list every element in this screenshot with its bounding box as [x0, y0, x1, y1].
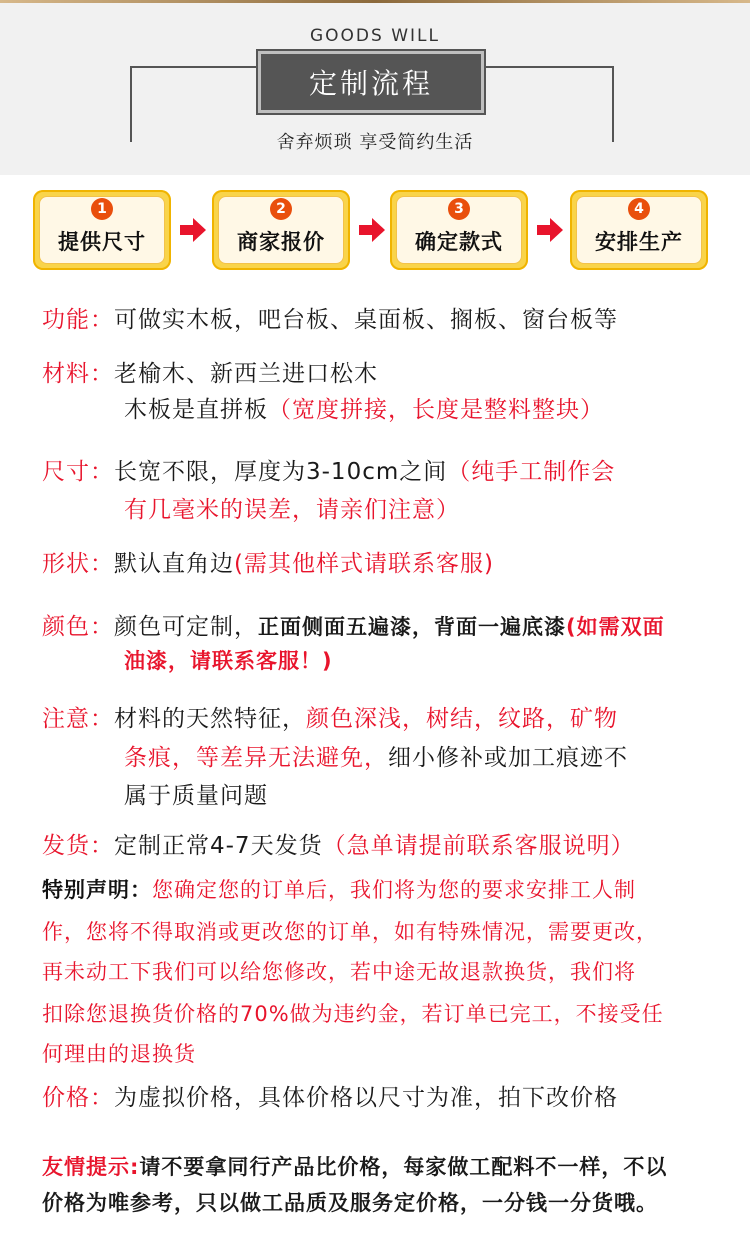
size-row: [42, 452, 615, 492]
material-board-text: 木板是直拼板: [124, 397, 268, 423]
tip-text-1: 请不要拿同行产品比价格，每家做工配料不一样，不以: [139, 1155, 668, 1179]
size-label: 尺寸：: [42, 459, 114, 485]
shipping-text: 定制正常4-7天发货: [114, 833, 323, 859]
step-number: 2: [270, 198, 292, 220]
note-label: 注意：: [42, 706, 114, 732]
function-label: 功能：: [42, 307, 114, 333]
tip-row-2: 价格为唯参考，只以做工品质及服务定价格，一分钱一分货哦。: [42, 1191, 658, 1215]
note-row: [42, 699, 618, 739]
step-number: 4: [628, 198, 650, 220]
function-row: [42, 300, 618, 340]
statement-text-1: 您确定您的订单后，我们将为您的要求安排工人制: [152, 878, 636, 902]
tip-row: [42, 1147, 667, 1187]
color-label: 颜色：: [42, 614, 114, 640]
page-title: 定制流程: [258, 51, 484, 113]
shipping-row: [42, 826, 635, 866]
material-text: 老榆木、新西兰进口松木: [114, 361, 378, 387]
note-row-2: [124, 738, 628, 778]
tip-label: 友情提示:: [42, 1155, 140, 1179]
step-label: 提供尺寸: [58, 230, 146, 254]
statement-row-5: 何理由的退换货: [42, 1042, 196, 1066]
material-row-2: [124, 390, 604, 430]
shape-note: (需其他样式请联系客服): [234, 551, 494, 577]
note-highlight: 颜色深浅，树结，纹路，矿物: [306, 706, 618, 732]
shape-row: [42, 544, 494, 584]
step-number: 1: [91, 198, 113, 220]
function-text: 可做实木板，吧台板、桌面板、搁板、窗台板等: [114, 307, 618, 333]
step-label: 安排生产: [595, 230, 683, 254]
step-label: 确定款式: [415, 230, 503, 254]
color-row-2: 油漆，请联系客服！): [124, 649, 333, 673]
shipping-label: 发货：: [42, 833, 114, 859]
brand-text: GOODS WILL: [310, 26, 440, 46]
step-label: 商家报价: [237, 230, 325, 254]
shape-text: 默认直角边: [114, 551, 234, 577]
shipping-note: （急单请提前联系客服说明）: [322, 833, 635, 859]
note-text-2: 细小修补或加工痕迹不: [388, 745, 628, 771]
statement-row-3: 再未动工下我们可以给您修改，若中途无故退款换货，我们将: [42, 960, 636, 984]
step-4: [570, 190, 708, 270]
note-text: 材料的天然特征，: [114, 706, 306, 732]
material-label: 材料：: [42, 361, 114, 387]
step-2: [212, 190, 350, 270]
material-note: （宽度拼接，长度是整料整块）: [268, 397, 604, 423]
statement-row-4: 扣除您退换货价格的70%做为违约金，若订单已完工，不接受任: [42, 1002, 664, 1026]
shape-label: 形状：: [42, 551, 114, 577]
statement-row: [42, 870, 636, 910]
price-row: [42, 1078, 618, 1118]
step-3: [390, 190, 528, 270]
process-steps: [0, 190, 750, 275]
size-note: （纯手工制作会: [447, 459, 616, 485]
statement-row-2: 作，您将不得取消或更改您的订单，如有特殊情况，需要更改，: [42, 920, 658, 944]
note-highlight-2: 条痕，等差异无法避免，: [124, 745, 388, 771]
step-number: 3: [448, 198, 470, 220]
price-text: 为虚拟价格，具体价格以尺寸为准，拍下改价格: [114, 1085, 618, 1111]
size-row-2: 有几毫米的误差，请亲们注意）: [124, 497, 460, 523]
arrow-right-icon: [357, 215, 387, 245]
statement-label: 特别声明：: [42, 878, 152, 902]
color-text: 颜色可定制，: [114, 614, 258, 640]
material-row: [42, 354, 378, 394]
page-subtitle: 舍弃烦琐 享受简约生活: [276, 132, 474, 153]
size-text: 长宽不限，厚度为3-10cm之间: [114, 459, 448, 485]
step-1: [33, 190, 171, 270]
arrow-right-icon: [178, 215, 208, 245]
color-paint-text: 正面侧面五遍漆，背面一遍底漆: [258, 615, 566, 639]
note-row-3: 属于质量问题: [124, 783, 268, 809]
price-label: 价格：: [42, 1085, 114, 1111]
arrow-right-icon: [535, 215, 565, 245]
color-note: (如需双面: [566, 615, 665, 639]
